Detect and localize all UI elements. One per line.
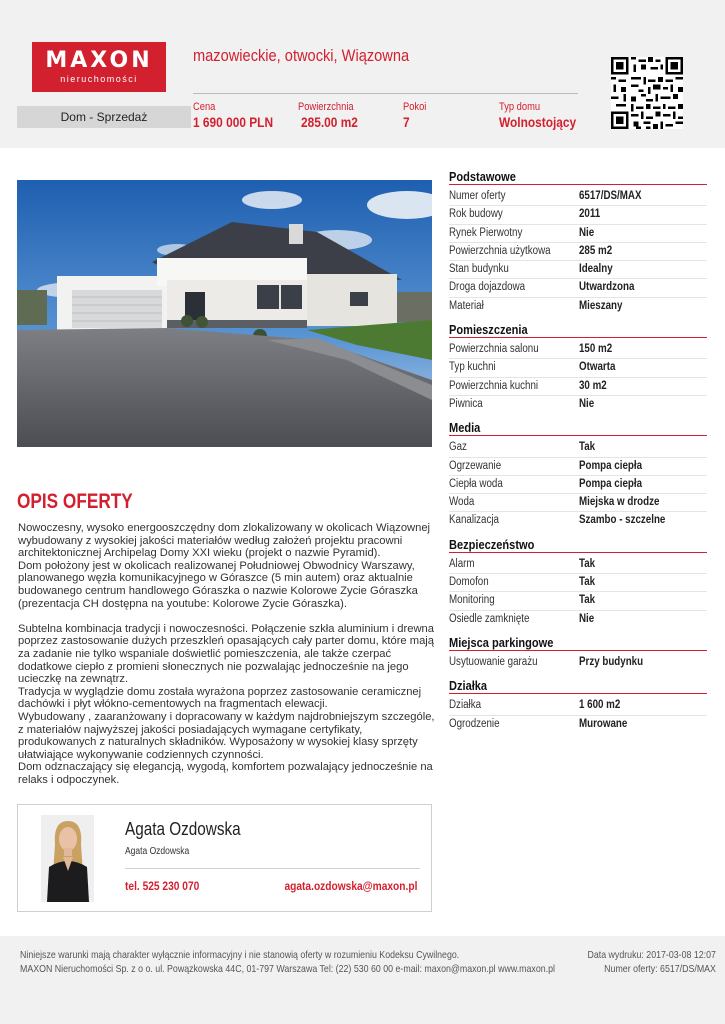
agent-name: Agata Ozdowska bbox=[125, 819, 241, 839]
footer-offer-number: Numer oferty: 6517/DS/MAX bbox=[604, 963, 716, 975]
detail-key: Działka bbox=[449, 699, 482, 712]
detail-row bbox=[449, 458, 707, 475]
detail-row bbox=[449, 439, 707, 456]
detail-key: Materiał bbox=[449, 299, 484, 312]
detail-row bbox=[449, 341, 707, 358]
stat-label: Pokoi bbox=[403, 101, 427, 113]
detail-value: Tak bbox=[579, 557, 596, 570]
section-title: Bezpieczeństwo bbox=[449, 536, 535, 552]
maxon-logo[interactable] bbox=[32, 42, 166, 92]
detail-key: Ogrzewanie bbox=[449, 459, 502, 472]
stat-area bbox=[298, 101, 368, 130]
detail-value: Tak bbox=[579, 594, 596, 607]
detail-key: Rok budowy bbox=[449, 208, 503, 221]
property-photo[interactable] bbox=[17, 180, 432, 447]
detail-row bbox=[449, 611, 707, 628]
section-title: Działka bbox=[449, 678, 488, 694]
details-section bbox=[449, 322, 707, 413]
detail-key: Ciepła woda bbox=[449, 477, 503, 490]
details-section bbox=[449, 169, 707, 315]
stat-value: 1 690 000 PLN bbox=[193, 114, 274, 130]
detail-row bbox=[449, 592, 707, 609]
detail-value: Miejska w drodze bbox=[579, 496, 660, 509]
stat-value: 285.00 m2 bbox=[301, 114, 358, 130]
detail-value: Idealny bbox=[579, 263, 613, 276]
detail-value: 150 m2 bbox=[579, 343, 613, 356]
section-divider bbox=[449, 184, 707, 185]
detail-row bbox=[449, 556, 707, 573]
detail-row bbox=[449, 378, 707, 395]
detail-value: 6517/DS/MAX bbox=[579, 190, 642, 202]
qr-code-icon[interactable] bbox=[611, 57, 683, 129]
detail-value: Mieszany bbox=[579, 299, 623, 312]
agent-photo bbox=[41, 815, 94, 902]
detail-key: Usytuowanie garażu bbox=[449, 655, 538, 668]
detail-key: Osiedle zamknięte bbox=[449, 612, 530, 625]
detail-row bbox=[449, 206, 707, 223]
detail-row bbox=[449, 298, 707, 315]
section-divider bbox=[449, 693, 707, 694]
details-section bbox=[449, 537, 707, 628]
detail-key: Powierzchnia użytkowa bbox=[449, 244, 551, 257]
logo-brand: MAXON bbox=[45, 48, 153, 73]
agent-subtitle: Agata Ozdowska bbox=[125, 846, 190, 857]
detail-key: Ogrodzenie bbox=[449, 717, 500, 730]
stat-value: 7 bbox=[403, 114, 410, 130]
detail-row bbox=[449, 494, 707, 511]
location-title: mazowieckie, otwocki, Wiązowna bbox=[193, 46, 410, 65]
header-divider bbox=[193, 93, 578, 94]
footer-right bbox=[588, 948, 716, 976]
stat-rooms bbox=[403, 101, 431, 130]
agent-email-link[interactable]: agata.ozdowska@maxon.pl bbox=[284, 879, 417, 893]
stat-value: Wolnostojący bbox=[499, 114, 577, 130]
details-section bbox=[449, 420, 707, 529]
footer bbox=[0, 936, 725, 1024]
detail-row bbox=[449, 243, 707, 260]
stat-label: Powierzchnia bbox=[298, 101, 354, 113]
detail-key: Powierzchnia kuchni bbox=[449, 379, 539, 392]
agent-phone-link[interactable]: tel. 525 230 070 bbox=[125, 879, 200, 893]
detail-value: Otwarta bbox=[579, 361, 616, 374]
detail-key: Droga dojazdowa bbox=[449, 281, 526, 294]
agent-card bbox=[17, 804, 432, 912]
detail-key: Piwnica bbox=[449, 397, 483, 410]
detail-row bbox=[449, 654, 707, 671]
detail-key: Woda bbox=[449, 496, 475, 509]
detail-key: Numer oferty bbox=[449, 190, 506, 202]
detail-value: Utwardzona bbox=[579, 281, 635, 294]
detail-key: Stan budynku bbox=[449, 263, 509, 276]
detail-value: 30 m2 bbox=[579, 379, 607, 392]
detail-value: 285 m2 bbox=[579, 244, 613, 257]
detail-value: 1 600 m2 bbox=[579, 699, 621, 712]
detail-row bbox=[449, 574, 707, 591]
details-panel bbox=[449, 169, 707, 740]
section-divider bbox=[449, 552, 707, 553]
detail-value: Nie bbox=[579, 612, 595, 625]
agent-divider bbox=[125, 868, 420, 869]
footer-company: MAXON Nieruchomości Sp. z o o. ul. Powązkowska 44C, 01-797 Warszawa Tel: (22) 530 60 00 e-mail: maxon@maxon.pl www.maxon.pl bbox=[20, 963, 555, 975]
detail-key: Typ kuchni bbox=[449, 361, 496, 374]
stat-house-type bbox=[499, 101, 590, 130]
description-body: Nowoczesny, wysoko energooszczędny dom zlokalizowany w okolicach Wiązownej wybudowany z wysokiej jakości materiałów według założeń projektu pracowni architektonicznej Archipelag Domy XXI wieku (projekt o nazwie Pyramid). Dom położony jest w okolicach realizowanej Południowej Obwodnicy Warszawy, planowanego węzła komunikacyjnego w Góraszce (5 min autem) oraz aktualnie budowanego centrum handlowego Góraszka o nazwie Kolorowe Zycie Góraszka (prezentacja CH dostępna na youtube: Kolorowe Zycie Góraszka). Subtelna kombinacja tradycji i nowoczesności. Połączenie szkła aluminium i drewna poprzez zastosowanie dużych przeszkleń opasających cały parter domu, które mają za zadanie nie tylko wspaniale doświetlić pomieszczenia, ale także czerpać dodatkowe ciepło z promieni słonecznych nie pozwalając jednocześnie na jego ucieczkę na zewnątrz. Tradycja w wyglądzie domu została wyrażona poprzez zastosowanie ceramicznej dachówki i płyt włókno-cementowych na fragmentach elewacji. Wybudowany , zaaranżowany i dopracowany w każdym najdrobniejszym szczególe, z materiałów najwyższej jakości posiadających wymagane certyfikaty, produkowanych z naturalnych składników. Wyposażony w wysokiej klasy sprzęty ułatwiające wykonywanie codziennych czynności. Dom odznaczający się elegancją, wygodą, komfortem pozwalający jednocześnie na relaks i odpoczynek. bbox=[18, 522, 435, 786]
stat-label: Typ domu bbox=[499, 101, 541, 113]
section-title: Podstawowe bbox=[449, 169, 516, 184]
section-title: Pomieszczenia bbox=[449, 322, 528, 338]
detail-key: Powierzchnia salonu bbox=[449, 343, 539, 356]
details-section bbox=[449, 635, 707, 671]
description-title: OPIS OFERTY bbox=[17, 490, 133, 513]
footer-disclaimer: Niniejsze warunki mają charakter wyłącznie informacyjny i nie stanowią oferty w rozumieniu Kodeksu Cywilnego. bbox=[20, 949, 460, 961]
stat-price bbox=[193, 101, 287, 130]
detail-key: Monitoring bbox=[449, 594, 495, 607]
detail-value: Nie bbox=[579, 397, 595, 410]
details-section bbox=[449, 678, 707, 733]
detail-value: Tak bbox=[579, 441, 596, 454]
section-title: Miejsca parkingowe bbox=[449, 634, 554, 650]
detail-key: Domofon bbox=[449, 576, 489, 589]
stat-label: Cena bbox=[193, 101, 216, 113]
detail-row bbox=[449, 697, 707, 714]
detail-key: Rynek Pierwotny bbox=[449, 226, 523, 239]
detail-key: Gaz bbox=[449, 441, 467, 454]
detail-key: Alarm bbox=[449, 557, 475, 570]
section-divider bbox=[449, 435, 707, 436]
detail-row bbox=[449, 476, 707, 493]
detail-row bbox=[449, 279, 707, 296]
section-title: Media bbox=[449, 420, 481, 436]
section-divider bbox=[449, 650, 707, 651]
detail-row bbox=[449, 225, 707, 242]
offer-type-badge: Dom - Sprzedaż bbox=[17, 106, 191, 128]
detail-value: Nie bbox=[579, 226, 595, 239]
detail-value: Szambo - szczelne bbox=[579, 514, 666, 527]
footer-left bbox=[20, 948, 555, 976]
section-divider bbox=[449, 337, 707, 338]
footer-print-date: Data wydruku: 2017-03-08 12:07 bbox=[587, 949, 716, 961]
detail-row bbox=[449, 188, 707, 205]
detail-value: Pompa ciepła bbox=[579, 459, 643, 472]
detail-value: Pompa ciepła bbox=[579, 477, 643, 490]
detail-value: 2011 bbox=[579, 208, 601, 221]
detail-key: Kanalizacja bbox=[449, 514, 500, 527]
detail-row bbox=[449, 359, 707, 376]
logo-subtitle: nieruchomości bbox=[60, 74, 138, 84]
detail-value: Murowane bbox=[579, 717, 628, 730]
detail-row bbox=[449, 396, 707, 413]
detail-value: Tak bbox=[579, 576, 596, 589]
detail-row bbox=[449, 512, 707, 529]
detail-row bbox=[449, 716, 707, 733]
detail-row bbox=[449, 261, 707, 278]
detail-value: Przy budynku bbox=[579, 655, 644, 668]
header bbox=[0, 0, 725, 148]
